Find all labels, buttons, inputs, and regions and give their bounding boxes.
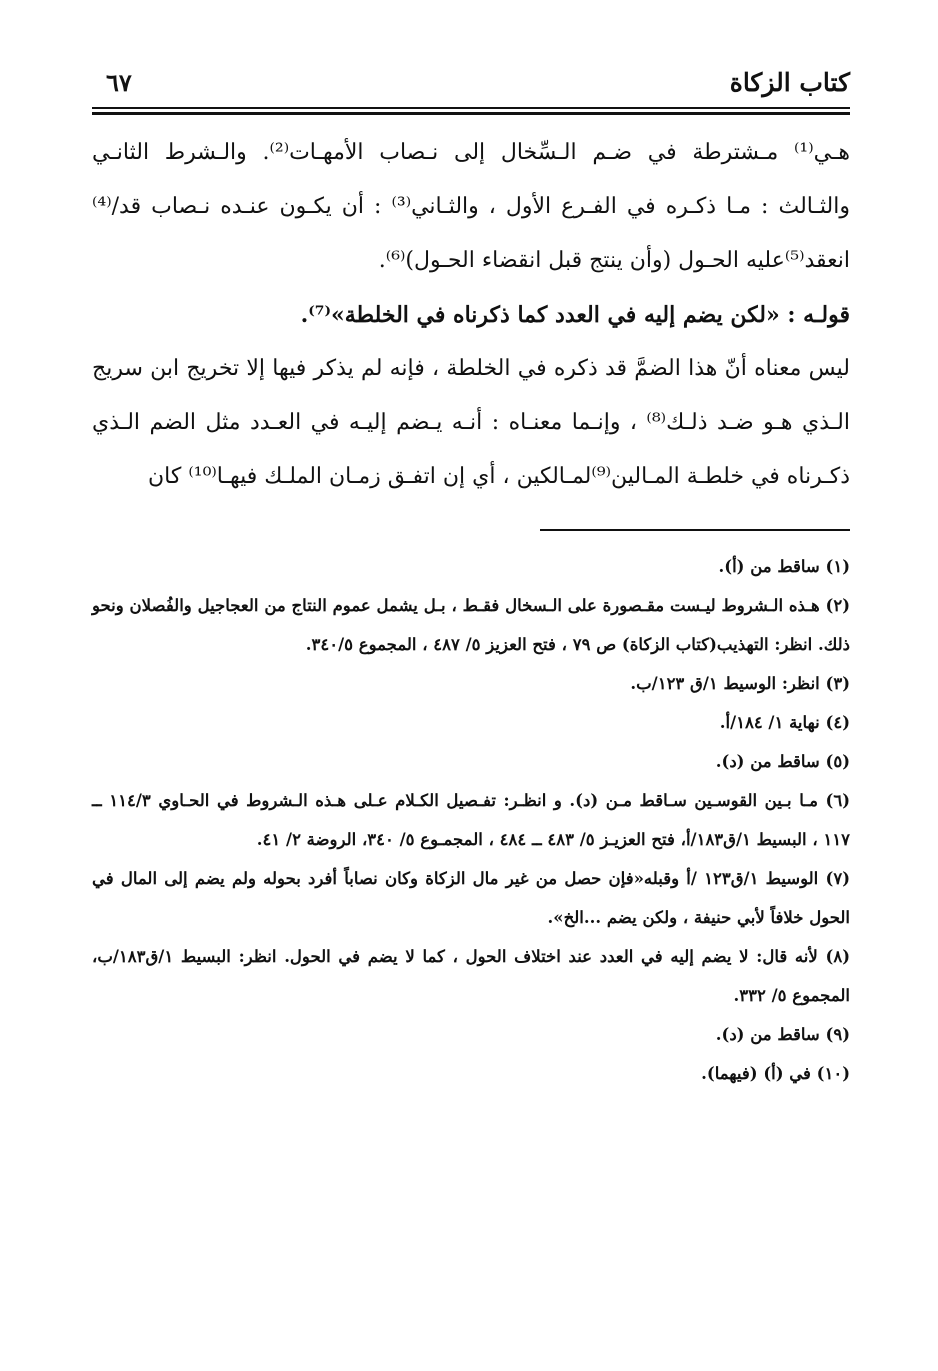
paragraph-1: هـي⁽¹⁾ مـشترطة في ضـم الـسِّخال إلى نـصاب الأمهـات⁽²⁾. والـشرط الثانـي والثـالث : مـا ذكـره في الفـرع الأول ، والثـاني⁽³⁾ : أن يكـون عنـده نـصاب قد/⁽⁴⁾ انعقد⁽⁵⁾عليه الحـول (وأن ينتج قبل انقضاء الحـول)⁽⁶⁾. xyxy=(92,140,851,273)
footnote-2: (٢) هـذه الـشروط ليـست مقـصورة على الـسخال فقـط ، بـل يشمل عموم النتاج من العجاجيل والفُصلان ونحو ذلك. انظر: التهذيب(كتاب الزكاة) ص ٧٩ ، فتح العزيز ٥/ ٤٨٧ ، المجموع ٣٤٠/٥. xyxy=(92,596,850,654)
footnote-5: (٥) ساقط من (د). xyxy=(715,752,850,771)
footnote-8: (٨) لأنه قال: لا يضم إليه في العدد عند اختلاف الحول ، كما لا يضم في الحول. انظر: البسيط ١/ق١٨٣/ب، المجموع ٥/ ٣٣٢. xyxy=(92,947,850,1005)
footnote-6: (٦) مـا بـين القوسـين سـاقط مـن (د). و انظـر: تفـصيل الكـلام عـلى هـذه الـشروط في الحـاوي ١١٤/٣ ــ ١١٧ ، البسيط ١/ق١٨٣/أ، فتح العزيـز ٥/ ٤٨٣ ــ ٤٨٤ ، المجمـوع ٥/ ٣٤٠، الروضة ٢/ ٤١. xyxy=(92,791,850,849)
footnote-10: (١٠) في (أ) (فيهما). xyxy=(701,1064,850,1083)
footnote-9: (٩) ساقط من (د). xyxy=(715,1025,850,1044)
footnotes xyxy=(92,547,850,1093)
running-header xyxy=(92,62,850,102)
main-text xyxy=(92,126,850,504)
footnote-7: (٧) الوسيط ١/ق١٢٣ /أ وقبله«فإن حصل من غير مال الزكاة وكان نصاباً أفرد بحوله ولم يضم إلى المال في الحول خلافاً لأبي حنيفة ، ولكن يضم ...الخ». xyxy=(92,869,850,927)
footnote-3: (٣) انظر: الوسيط ١/ق ١٢٣/ب. xyxy=(630,674,850,693)
footnote-separator xyxy=(540,529,850,531)
book-title: كتاب الزكاة xyxy=(729,68,850,97)
page-number: ٦٧ xyxy=(106,68,132,97)
footnote-4: (٤) نهاية ١/ ١٨٤/أ. xyxy=(719,713,850,732)
footnote-1: (١) ساقط من (أ). xyxy=(718,557,850,576)
header-rule-thick xyxy=(92,112,850,115)
paragraph-3: ليس معناه أنّ هذا الضمَّ قد ذكره في الخلطة ، فإنه لم يذكر فيها إلا تخريج ابن سريج الـذي هـو ضـد ذلـك⁽⁸⁾ ، وإنـما معنـاه : أنـه يـضم إليـه في العـدد مثل الضم الـذي ذكـرناه في خلطـة المـالين⁽⁹⁾لمـالكين ، أي إن اتفـق زمـان الملـك فيهـا⁽¹⁰⁾ كان xyxy=(92,356,851,489)
paragraph-2-quote: قولـه : «لكن يضم إليه في العدد كما ذكرناه في الخلطة»⁽⁷⁾. xyxy=(300,302,850,328)
header-rule-thin xyxy=(92,107,850,109)
